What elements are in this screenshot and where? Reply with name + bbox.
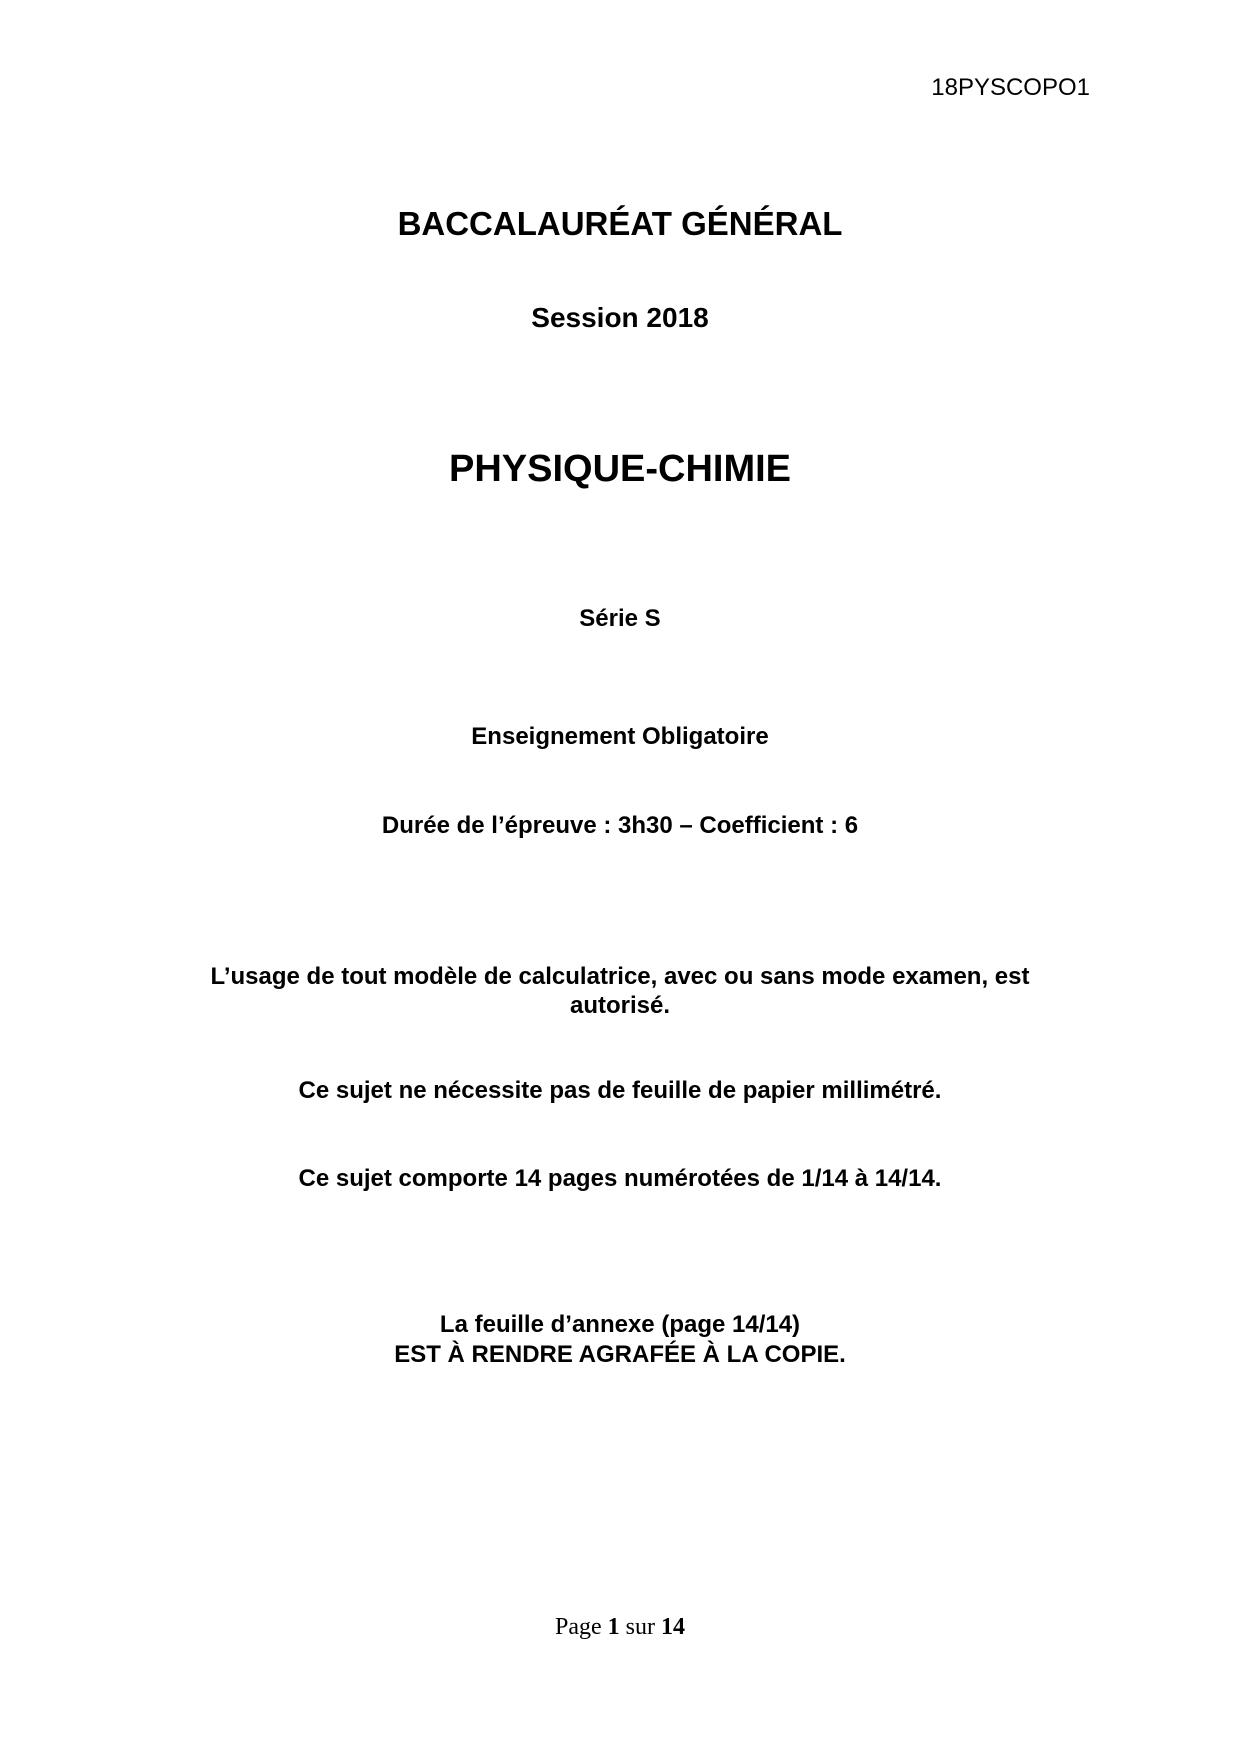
serie-label: Série S — [579, 605, 661, 632]
document-code: 18PYSCOPO1 — [931, 74, 1090, 101]
footer-page-total: 14 — [661, 1614, 685, 1640]
calculator-notice-line1: L’usage de tout modèle de calculatrice, avec ou sans mode examen, est — [210, 963, 1030, 990]
page-footer — [0, 1614, 1240, 1641]
footer-page-number: 1 — [607, 1614, 620, 1640]
session-year: Session 2018 — [531, 302, 709, 333]
footer-of-word: sur — [625, 1614, 655, 1640]
graph-paper-notice: Ce sujet ne nécessite pas de feuille de papier millimétré. — [298, 1077, 942, 1104]
subject-title: PHYSIQUE-CHIMIE — [448, 448, 792, 490]
duration-coefficient: Durée de l’épreuve : 3h30 – Coefficient : 6 — [381, 812, 859, 839]
calculator-notice-line2: autorisé. — [569, 992, 671, 1019]
enseignement-label: Enseignement Obligatoire — [471, 723, 769, 750]
annex-notice — [0, 1310, 1240, 1370]
exam-title: BACCALAURÉAT GÉNÉRAL — [397, 205, 843, 242]
annex-notice-line2: EST À RENDRE AGRAFÉE À LA COPIE. — [394, 1341, 846, 1368]
footer-page-word: Page — [555, 1614, 602, 1640]
page-count-notice: Ce sujet comporte 14 pages numérotées de 1/14 à 14/14. — [298, 1165, 942, 1192]
annex-notice-line1: La feuille d’annexe (page 14/14) — [439, 1311, 801, 1338]
calculator-notice — [0, 962, 1240, 1020]
